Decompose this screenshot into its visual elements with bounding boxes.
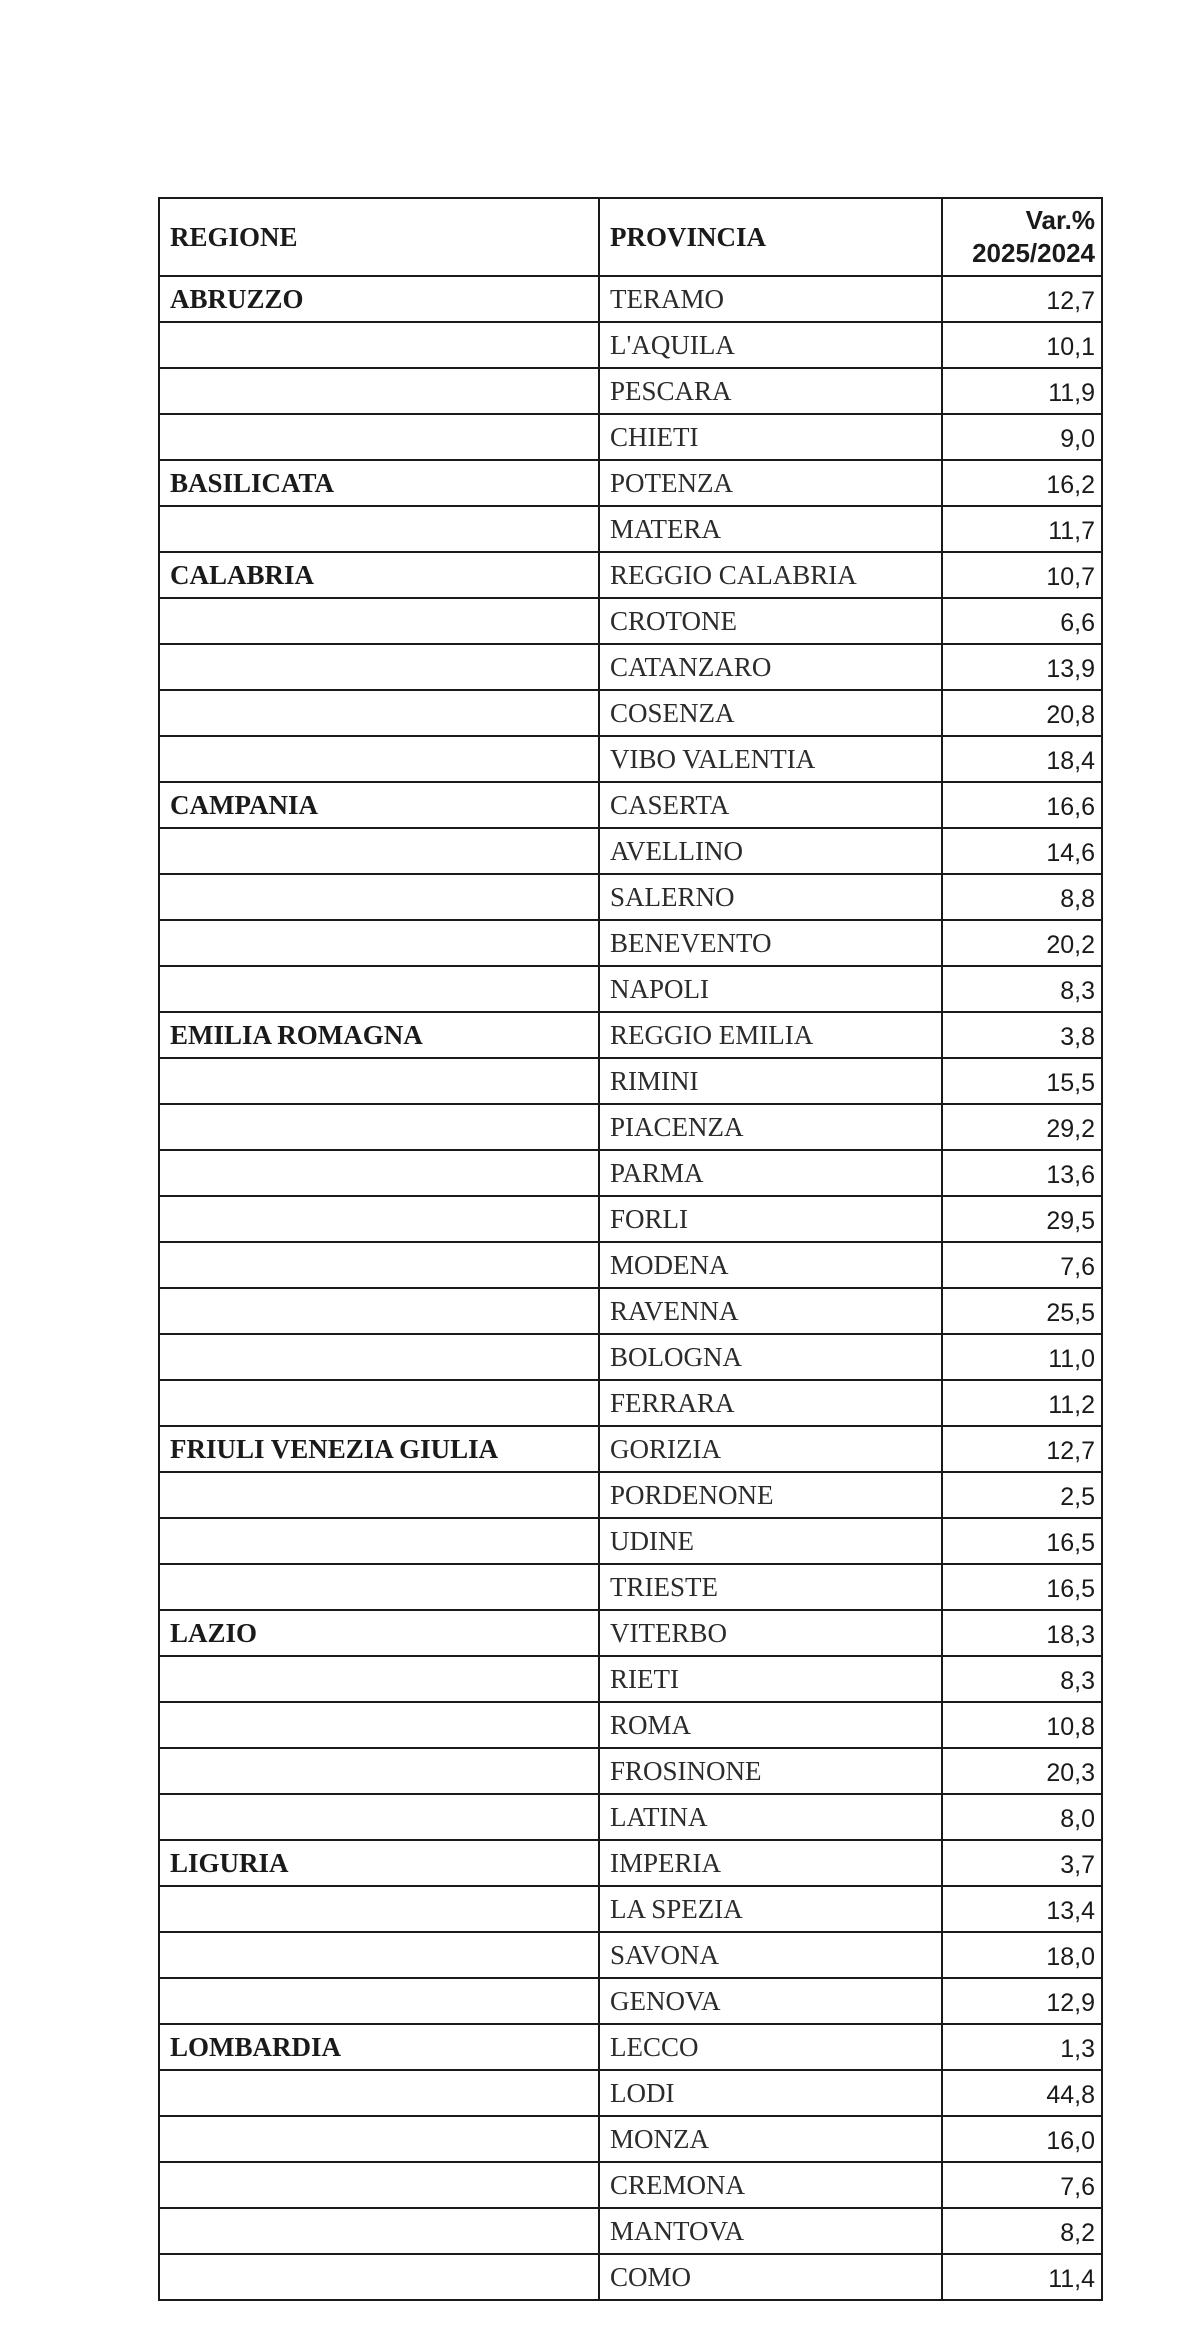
province-cell: RIMINI xyxy=(599,1058,942,1104)
table-row xyxy=(159,1104,1102,1150)
region-cell xyxy=(159,690,599,736)
region-cell xyxy=(159,368,599,414)
variation-cell: 6,6 xyxy=(942,598,1102,644)
variation-cell: 16,0 xyxy=(942,2116,1102,2162)
province-cell: MODENA xyxy=(599,1242,942,1288)
variation-cell: 8,8 xyxy=(942,874,1102,920)
region-cell xyxy=(159,1748,599,1794)
province-cell: RAVENNA xyxy=(599,1288,942,1334)
province-cell: LECCO xyxy=(599,2024,942,2070)
region-cell xyxy=(159,2254,599,2300)
table-row xyxy=(159,690,1102,736)
table-row xyxy=(159,782,1102,828)
table-row xyxy=(159,1196,1102,1242)
table-row xyxy=(159,1748,1102,1794)
table-row xyxy=(159,1794,1102,1840)
province-cell: ROMA xyxy=(599,1702,942,1748)
header-variation-line1: Var.% xyxy=(1025,205,1095,235)
region-cell xyxy=(159,1656,599,1702)
region-cell xyxy=(159,828,599,874)
variation-cell: 13,4 xyxy=(942,1886,1102,1932)
table-row xyxy=(159,1058,1102,1104)
region-cell: LIGURIA xyxy=(159,1840,599,1886)
variation-cell: 16,6 xyxy=(942,782,1102,828)
table-row xyxy=(159,874,1102,920)
table-row xyxy=(159,966,1102,1012)
table-row xyxy=(159,1012,1102,1058)
table-row xyxy=(159,1242,1102,1288)
header-row xyxy=(159,198,1102,276)
province-cell: LA SPEZIA xyxy=(599,1886,942,1932)
table-row xyxy=(159,828,1102,874)
variation-cell: 12,7 xyxy=(942,276,1102,322)
table-body xyxy=(159,276,1102,2300)
province-cell: COSENZA xyxy=(599,690,942,736)
variation-cell: 7,6 xyxy=(942,2162,1102,2208)
variation-cell: 16,2 xyxy=(942,460,1102,506)
variation-cell: 18,0 xyxy=(942,1932,1102,1978)
province-cell: REGGIO EMILIA xyxy=(599,1012,942,1058)
variation-cell: 11,0 xyxy=(942,1334,1102,1380)
variation-cell: 25,5 xyxy=(942,1288,1102,1334)
variation-cell: 10,8 xyxy=(942,1702,1102,1748)
province-cell: COMO xyxy=(599,2254,942,2300)
region-cell xyxy=(159,1518,599,1564)
variation-cell: 11,7 xyxy=(942,506,1102,552)
variation-cell: 29,2 xyxy=(942,1104,1102,1150)
province-cell: L'AQUILA xyxy=(599,322,942,368)
table-row xyxy=(159,1978,1102,2024)
variation-cell: 12,7 xyxy=(942,1426,1102,1472)
region-cell xyxy=(159,644,599,690)
table-row xyxy=(159,1380,1102,1426)
province-cell: LATINA xyxy=(599,1794,942,1840)
data-table xyxy=(158,197,1103,2301)
variation-cell: 18,4 xyxy=(942,736,1102,782)
variation-cell: 3,7 xyxy=(942,1840,1102,1886)
variation-cell: 11,2 xyxy=(942,1380,1102,1426)
province-cell: MANTOVA xyxy=(599,2208,942,2254)
variation-cell: 2,5 xyxy=(942,1472,1102,1518)
variation-cell: 10,1 xyxy=(942,322,1102,368)
table-row xyxy=(159,2116,1102,2162)
table-row xyxy=(159,1426,1102,1472)
province-cell: CROTONE xyxy=(599,598,942,644)
variation-cell: 14,6 xyxy=(942,828,1102,874)
region-cell xyxy=(159,1978,599,2024)
table-row xyxy=(159,276,1102,322)
province-cell: VIBO VALENTIA xyxy=(599,736,942,782)
variation-cell: 7,6 xyxy=(942,1242,1102,1288)
province-cell: GENOVA xyxy=(599,1978,942,2024)
table-header xyxy=(159,198,1102,276)
variation-cell: 8,3 xyxy=(942,1656,1102,1702)
table-row xyxy=(159,506,1102,552)
table-row xyxy=(159,1932,1102,1978)
variation-cell: 10,7 xyxy=(942,552,1102,598)
province-cell: FERRARA xyxy=(599,1380,942,1426)
table-row xyxy=(159,2208,1102,2254)
region-cell: BASILICATA xyxy=(159,460,599,506)
province-cell: RIETI xyxy=(599,1656,942,1702)
table-row xyxy=(159,2162,1102,2208)
province-cell: BOLOGNA xyxy=(599,1334,942,1380)
variation-cell: 11,4 xyxy=(942,2254,1102,2300)
variation-cell: 20,2 xyxy=(942,920,1102,966)
variation-cell: 29,5 xyxy=(942,1196,1102,1242)
province-cell: AVELLINO xyxy=(599,828,942,874)
table-row xyxy=(159,552,1102,598)
table-row xyxy=(159,1150,1102,1196)
region-cell: LAZIO xyxy=(159,1610,599,1656)
variation-cell: 8,3 xyxy=(942,966,1102,1012)
variation-cell: 3,8 xyxy=(942,1012,1102,1058)
table-row xyxy=(159,460,1102,506)
region-cell xyxy=(159,2208,599,2254)
region-cell xyxy=(159,414,599,460)
province-cell: CASERTA xyxy=(599,782,942,828)
province-cell: PESCARA xyxy=(599,368,942,414)
header-variation xyxy=(942,198,1102,276)
table-row xyxy=(159,644,1102,690)
table-row xyxy=(159,1656,1102,1702)
region-cell xyxy=(159,1564,599,1610)
table-row xyxy=(159,322,1102,368)
table-row xyxy=(159,1610,1102,1656)
variation-cell: 11,9 xyxy=(942,368,1102,414)
variation-cell: 13,9 xyxy=(942,644,1102,690)
province-cell: CHIETI xyxy=(599,414,942,460)
variation-cell: 1,3 xyxy=(942,2024,1102,2070)
region-cell xyxy=(159,1334,599,1380)
region-cell xyxy=(159,1794,599,1840)
table-row xyxy=(159,1840,1102,1886)
province-cell: BENEVENTO xyxy=(599,920,942,966)
variation-cell: 15,5 xyxy=(942,1058,1102,1104)
region-cell xyxy=(159,2070,599,2116)
region-cell: ABRUZZO xyxy=(159,276,599,322)
province-cell: REGGIO CALABRIA xyxy=(599,552,942,598)
region-cell xyxy=(159,1288,599,1334)
province-cell: CATANZARO xyxy=(599,644,942,690)
table-row xyxy=(159,1702,1102,1748)
province-cell: PIACENZA xyxy=(599,1104,942,1150)
table-row xyxy=(159,1564,1102,1610)
table-row xyxy=(159,2254,1102,2300)
variation-cell: 18,3 xyxy=(942,1610,1102,1656)
table-row xyxy=(159,2070,1102,2116)
region-cell xyxy=(159,1242,599,1288)
table-row xyxy=(159,736,1102,782)
region-cell xyxy=(159,1380,599,1426)
region-cell xyxy=(159,1150,599,1196)
province-cell: CREMONA xyxy=(599,2162,942,2208)
region-cell xyxy=(159,1104,599,1150)
variation-cell: 8,0 xyxy=(942,1794,1102,1840)
region-cell xyxy=(159,598,599,644)
province-cell: MATERA xyxy=(599,506,942,552)
province-cell: TRIESTE xyxy=(599,1564,942,1610)
region-cell xyxy=(159,1932,599,1978)
province-cell: FORLI xyxy=(599,1196,942,1242)
table-row xyxy=(159,2024,1102,2070)
region-cell xyxy=(159,966,599,1012)
variation-cell: 12,9 xyxy=(942,1978,1102,2024)
province-cell: PARMA xyxy=(599,1150,942,1196)
region-cell: CALABRIA xyxy=(159,552,599,598)
table-row xyxy=(159,1518,1102,1564)
province-cell: MONZA xyxy=(599,2116,942,2162)
header-variation-line2: 2025/2024 xyxy=(972,238,1095,268)
province-cell: SALERNO xyxy=(599,874,942,920)
variation-cell: 20,8 xyxy=(942,690,1102,736)
province-cell: TERAMO xyxy=(599,276,942,322)
variation-cell: 13,6 xyxy=(942,1150,1102,1196)
province-cell: IMPERIA xyxy=(599,1840,942,1886)
header-provincia: PROVINCIA xyxy=(599,198,942,276)
province-cell: VITERBO xyxy=(599,1610,942,1656)
region-cell xyxy=(159,1702,599,1748)
table-row xyxy=(159,414,1102,460)
province-cell: PORDENONE xyxy=(599,1472,942,1518)
region-cell xyxy=(159,920,599,966)
region-cell: LOMBARDIA xyxy=(159,2024,599,2070)
variation-cell: 9,0 xyxy=(942,414,1102,460)
table-row xyxy=(159,920,1102,966)
region-cell xyxy=(159,874,599,920)
variation-cell: 16,5 xyxy=(942,1564,1102,1610)
region-cell: EMILIA ROMAGNA xyxy=(159,1012,599,1058)
region-cell: CAMPANIA xyxy=(159,782,599,828)
region-cell xyxy=(159,2162,599,2208)
table-row xyxy=(159,1472,1102,1518)
table-row xyxy=(159,1288,1102,1334)
region-cell xyxy=(159,1058,599,1104)
table-row xyxy=(159,598,1102,644)
province-cell: SAVONA xyxy=(599,1932,942,1978)
region-cell xyxy=(159,1472,599,1518)
province-cell: LODI xyxy=(599,2070,942,2116)
table-row xyxy=(159,1334,1102,1380)
region-cell xyxy=(159,1886,599,1932)
variation-cell: 44,8 xyxy=(942,2070,1102,2116)
region-cell xyxy=(159,1196,599,1242)
header-regione: REGIONE xyxy=(159,198,599,276)
region-cell xyxy=(159,736,599,782)
province-cell: NAPOLI xyxy=(599,966,942,1012)
table-row xyxy=(159,368,1102,414)
province-cell: POTENZA xyxy=(599,460,942,506)
province-cell: UDINE xyxy=(599,1518,942,1564)
variation-cell: 20,3 xyxy=(942,1748,1102,1794)
region-cell xyxy=(159,322,599,368)
province-cell: GORIZIA xyxy=(599,1426,942,1472)
table-row xyxy=(159,1886,1102,1932)
region-cell xyxy=(159,506,599,552)
region-cell xyxy=(159,2116,599,2162)
variation-cell: 16,5 xyxy=(942,1518,1102,1564)
region-cell: FRIULI VENEZIA GIULIA xyxy=(159,1426,599,1472)
variation-cell: 8,2 xyxy=(942,2208,1102,2254)
province-cell: FROSINONE xyxy=(599,1748,942,1794)
